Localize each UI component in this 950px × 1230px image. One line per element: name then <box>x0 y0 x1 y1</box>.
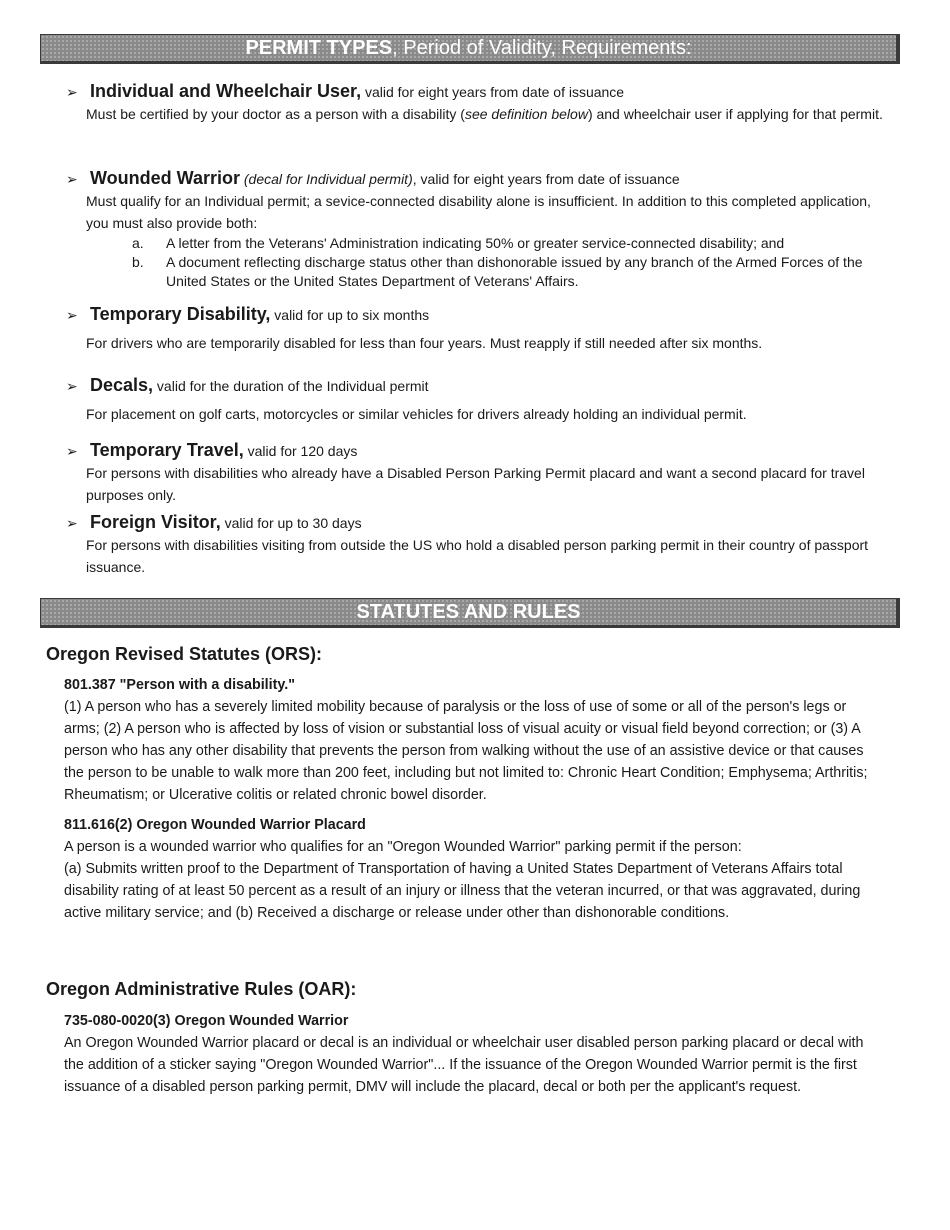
arrow-bullet-icon: ➢ <box>66 515 78 531</box>
permit-temporary-disability <box>66 303 886 354</box>
permit-body: For placement on golf carts, motorcycles or similar vehicles for drivers already holding an individual permit. <box>86 406 747 422</box>
statute-body: (1) A person who has a severely limited mobility because of paralysis or the loss of use of some or all of the person's legs or arms; (2) A person who is affected by loss of vision or substantial loss of visual acuity or visual field beyond correction; or (3) A person who has any other disability that prevents the person from walking without the use of an assistive device or that causes the person to be unable to walk more than 200 feet, including but not limited to: Chronic Heart Condition; Emphysema; Arthritis; Rheumatism; or Ulcerative colitis or related chronic bowel disorder. <box>64 699 868 803</box>
oar-heading: Oregon Administrative Rules (OAR): <box>46 979 357 999</box>
permit-decals <box>66 374 886 425</box>
permit-title: Foreign Visitor, <box>90 512 221 532</box>
permit-body: Must qualify for an Individual permit; a sevice-connected disability alone is insufficient. In addition to this completed application, you must also provide both: <box>86 193 871 231</box>
permit-wounded-warrior <box>66 167 886 291</box>
permit-note: (decal for Individual permit) <box>240 171 413 187</box>
arrow-bullet-icon: ➢ <box>66 443 78 459</box>
permit-body-emphasis: see definition below <box>464 106 588 122</box>
permit-validity: valid for eight years from date of issuance <box>361 84 625 100</box>
sublist-text: A document reflecting discharge status other than dishonorable issued by any branch of the Armed Forces of the United States or the United States Department of Veterans' Affairs. <box>166 254 863 289</box>
permit-heading <box>66 374 886 397</box>
sublist-text: A letter from the Veterans' Administration indicating 50% or greater service-connected disability; and <box>166 235 785 251</box>
arrow-bullet-icon: ➢ <box>66 307 78 323</box>
permit-types-banner <box>40 34 900 64</box>
permit-validity: , valid for eight years from date of issuance <box>412 171 680 187</box>
statute-body-line: A person is a wounded warrior who qualifies for an "Oregon Wounded Warrior" parking permit if the person: <box>64 839 742 855</box>
permit-foreign-visitor <box>66 511 886 578</box>
banner-bold-title: PERMIT TYPES <box>245 37 393 59</box>
permit-body <box>86 103 886 125</box>
permit-title: Temporary Travel, <box>90 440 244 460</box>
statute-title: 801.387 "Person with a disability." <box>64 677 296 693</box>
arrow-bullet-icon: ➢ <box>66 84 78 100</box>
permit-heading <box>66 439 886 462</box>
permit-title: Wounded Warrior <box>90 168 240 188</box>
permit-body-text-end: ) and wheelchair user if applying for that permit. <box>587 106 883 122</box>
sublist-item <box>110 253 886 291</box>
permit-heading <box>66 80 886 103</box>
permit-individual <box>66 80 886 125</box>
permit-body: For persons with disabilities visiting from outside the US who hold a disabled person parking permit in their country of passport issuance. <box>86 537 869 575</box>
permit-validity: valid for up to six months <box>270 307 430 323</box>
permit-validity: valid for up to 30 days <box>220 515 362 531</box>
permit-sublist <box>86 234 886 291</box>
permit-body: For persons with disabilities who already have a Disabled Person Parking Permit placard and want a second placard for travel purposes only. <box>86 465 865 503</box>
sublist-label: a. <box>132 235 144 251</box>
arrow-bullet-icon: ➢ <box>66 171 78 187</box>
permit-heading <box>66 303 886 326</box>
rule-735-080-0020 <box>64 1010 884 1098</box>
permit-body-text: Must be certified by your doctor as a person with a disability ( <box>86 106 465 122</box>
ors-heading: Oregon Revised Statutes (ORS): <box>46 644 323 664</box>
statute-811-616 <box>64 814 884 924</box>
banner-subtitle: , Period of Validity, Requirements: <box>392 37 692 59</box>
permit-temporary-travel <box>66 439 886 506</box>
arrow-bullet-icon: ➢ <box>66 378 78 394</box>
sublist-label: b. <box>132 254 144 270</box>
permit-heading <box>66 511 886 534</box>
statute-801-387 <box>64 674 884 806</box>
permit-body: For drivers who are temporarily disabled for less than four years. Must reapply if still needed after six months. <box>86 335 763 351</box>
permit-heading <box>66 167 886 190</box>
statute-body: (a) Submits written proof to the Department of Transportation of having a United States Department of Veterans Affairs total disability rating of at least 50 percent as a result of an injury or illness that the veteran incurred, or that was aggravated, during active military service; and (b) Received a discharge or release under other than dishonorable conditions. <box>64 861 861 921</box>
rule-body: An Oregon Wounded Warrior placard or decal is an individual or wheelchair user disabled person parking placard or decal with the addition of a sticker saying "Oregon Wounded Warrior"... If the issuance of the Oregon Wounded Warrior permit is the first issuance of a disabled person parking permit, DMV will include the placard, decal or both per the applicant's request. <box>64 1035 864 1095</box>
permit-validity: valid for 120 days <box>243 443 358 459</box>
statutes-banner: STATUTES AND RULES <box>40 598 900 628</box>
sublist-item <box>110 234 886 253</box>
rule-title: 735-080-0020(3) Oregon Wounded Warrior <box>64 1013 349 1029</box>
permit-validity: valid for the duration of the Individual permit <box>153 378 429 394</box>
permit-title: Decals, <box>90 375 154 395</box>
statute-title: 811.616(2) Oregon Wounded Warrior Placard <box>64 817 366 833</box>
permit-title: Individual and Wheelchair User, <box>90 81 362 101</box>
permit-title: Temporary Disability, <box>90 304 271 324</box>
